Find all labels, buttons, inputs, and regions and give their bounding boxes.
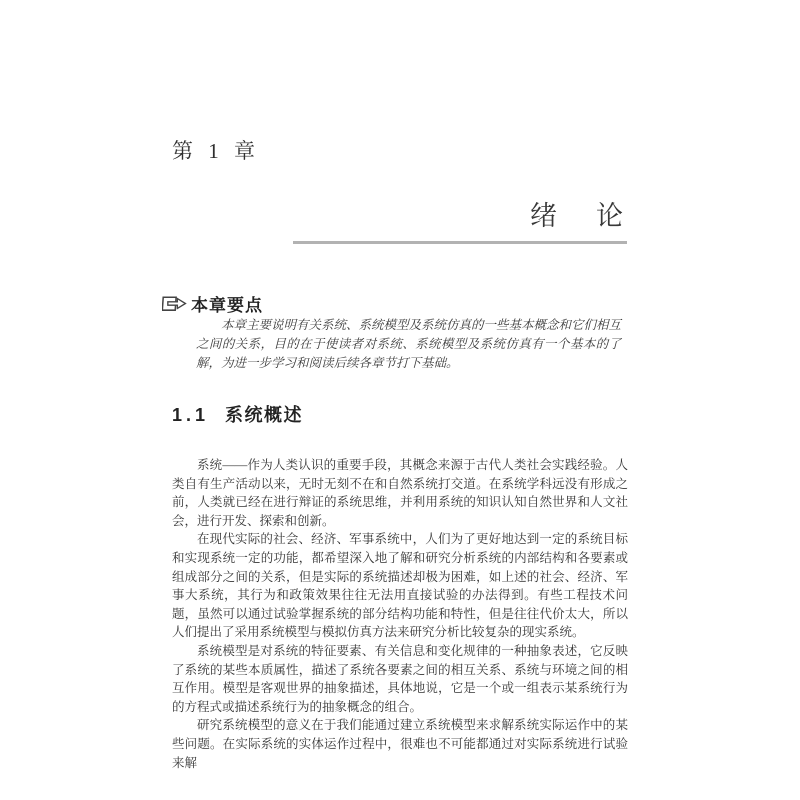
keypoints-header: [162, 291, 263, 316]
body-paragraph: 系统模型是对系统的特征要素、有关信息和变化规律的一种抽象表述，它反映了系统的某些本质属性，描述了系统各要素之间的相互关系、系统与环境之间的相互作用。模型是客观世界的抽象描述，具体地说，它是一个或一组表示某系统行为的方程式或描述系统行为的抽象概念的组合。: [172, 643, 628, 714]
title-rule: [293, 241, 627, 244]
body-text: [172, 456, 628, 772]
body-paragraph: 研究系统模型的意义在于我们能通过建立系统模型来求解系统实际运作中的某些问题。在实际系统的实体运作过程中，很难也不可能都通过对实际系统进行试验来解: [172, 718, 628, 770]
body-paragraph: 系统——作为人类认识的重要手段，其概念来源于古代人类社会实践经验。人类自有生产活动以来，无时无刻不在和自然系统打交道。在系统学科远没有形成之前，人类就已经在进行辩证的系统思维，并利用系统的知识认知自然世界和人文社会，进行开发、探索和创新。: [172, 458, 628, 528]
section-number: 1.1: [172, 405, 210, 425]
body-paragraph: 在现代实际的社会、经济、军事系统中，人们为了更好地达到一定的系统目标和实现系统一定的功能，都希望深入地了解和研究分析系统的内部结构和各要素或组成部分之间的关系，但是实际的系统描述却极为困难，如上述的社会、经济、军事大系统，其行为和政策效果往往无法用直接试验的办法得到。有些工程技术问题，虽然可以通过试验掌握系统的部分结构功能和特性，但是往往代价太大，所以人们提出了采用系统模型与模拟仿真方法来研究分析比较复杂的现实系统。: [172, 532, 628, 640]
page-title: 绪 论: [530, 201, 629, 231]
section-title: 系统概述: [225, 405, 304, 425]
keypoints-heading: 本章要点: [191, 296, 263, 315]
chapter-label: 第 1 章: [172, 139, 260, 163]
box-arrow-icon: [162, 293, 187, 314]
section-heading: [172, 401, 303, 427]
keypoints-summary: 本章主要说明有关系统、系统模型及系统仿真的一些基本概念和它们相互之间的关系，目的在于使读者对系统、系统模型及系统仿真有一个基本的了解，为进一步学习和阅读后续各章节打下基础。: [196, 318, 622, 370]
